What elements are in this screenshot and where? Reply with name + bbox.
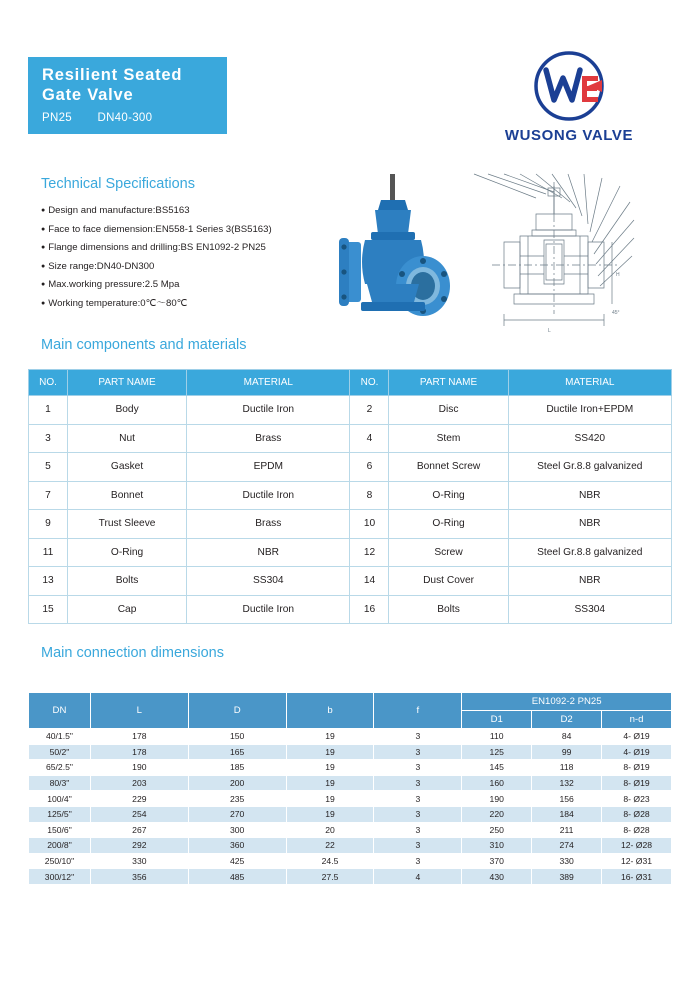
table-row	[29, 838, 672, 854]
cell: Ductile Iron	[187, 595, 350, 624]
cell: O-Ring	[68, 538, 187, 567]
cell: 50/2"	[29, 744, 91, 760]
cell: 19	[286, 775, 374, 791]
svg-text:H: H	[616, 272, 620, 278]
cell: 184	[532, 806, 602, 822]
cell: SS304	[187, 567, 350, 596]
cell: 200/8"	[29, 838, 91, 854]
table-row	[29, 822, 672, 838]
cell: 211	[532, 822, 602, 838]
product-title-line1: Resilient Seated	[42, 66, 183, 84]
cell: 110	[462, 729, 532, 745]
cell: 250/10"	[29, 853, 91, 869]
col-d: D	[188, 693, 286, 729]
wusong-logo-icon	[494, 50, 644, 122]
cell: 267	[90, 822, 188, 838]
cell: 3	[374, 822, 462, 838]
specification-list	[41, 202, 341, 314]
cell: 2	[350, 396, 389, 425]
cell: 330	[90, 853, 188, 869]
cell: 125	[462, 744, 532, 760]
table-row	[29, 775, 672, 791]
cell: 150	[188, 729, 286, 745]
cell: 19	[286, 729, 374, 745]
cell: 24.5	[286, 853, 374, 869]
cell: 125/5"	[29, 806, 91, 822]
dimensions-table	[28, 692, 672, 885]
col-l: L	[90, 693, 188, 729]
cell: 165	[188, 744, 286, 760]
cell: 250	[462, 822, 532, 838]
cell: 19	[286, 744, 374, 760]
cell: SS420	[508, 424, 671, 453]
cell: Bonnet	[68, 481, 187, 510]
cell: 3	[374, 838, 462, 854]
cell: 300/12"	[29, 869, 91, 885]
cell: SS304	[508, 595, 671, 624]
cell: 1	[29, 396, 68, 425]
cell: O-Ring	[389, 510, 508, 539]
cell: 22	[286, 838, 374, 854]
col-no-1: NO.	[29, 370, 68, 396]
cell: NBR	[187, 538, 350, 567]
col-d2: D2	[532, 711, 602, 729]
cell: Trust Sleeve	[68, 510, 187, 539]
cell: 4	[374, 869, 462, 885]
pressure-rating: PN25	[42, 112, 72, 124]
cell: 190	[462, 791, 532, 807]
cell: 100/4"	[29, 791, 91, 807]
cell: Ductile Iron	[187, 396, 350, 425]
cell: 150/6"	[29, 822, 91, 838]
cell: 8	[350, 481, 389, 510]
cell: 203	[90, 775, 188, 791]
cell: 360	[188, 838, 286, 854]
col-dn: DN	[29, 693, 91, 729]
cell: 430	[462, 869, 532, 885]
cell: 4- Ø19	[602, 744, 672, 760]
cell: 300	[188, 822, 286, 838]
cell: 3	[374, 853, 462, 869]
cell: 389	[532, 869, 602, 885]
cell: 11	[29, 538, 68, 567]
cell: Ductile Iron	[187, 481, 350, 510]
cell: 270	[188, 806, 286, 822]
cell: 3	[374, 775, 462, 791]
cell: 14	[350, 567, 389, 596]
cell: 15	[29, 595, 68, 624]
table-row	[29, 806, 672, 822]
cell: 40/1.5"	[29, 729, 91, 745]
list-item: ● Design and manufacture:BS5163	[41, 202, 341, 221]
cell: 190	[90, 760, 188, 776]
cell: Bolts	[68, 567, 187, 596]
cell: 178	[90, 729, 188, 745]
cell: 235	[188, 791, 286, 807]
cell: Steel Gr.8.8 galvanized	[508, 538, 671, 567]
components-table	[28, 369, 672, 624]
cell: 8- Ø19	[602, 760, 672, 776]
heading-main-connection-dimensions: Main connection dimensions	[41, 645, 224, 661]
table-row	[29, 595, 672, 624]
cell: 178	[90, 744, 188, 760]
cell: 8- Ø28	[602, 822, 672, 838]
cell: 310	[462, 838, 532, 854]
company-name: WUSONG VALVE	[504, 127, 634, 144]
col-nd: n-d	[602, 711, 672, 729]
col-part-1: PART NAME	[68, 370, 187, 396]
list-item: ● Face to face diemension:EN558-1 Series 3(BS5163)	[41, 221, 341, 240]
list-item: ● Size range:DN40-DN300	[41, 258, 341, 277]
cell: 16- Ø31	[602, 869, 672, 885]
cell: Stem	[389, 424, 508, 453]
col-material-2: MATERIAL	[508, 370, 671, 396]
cell: Disc	[389, 396, 508, 425]
cell: 99	[532, 744, 602, 760]
cell: 3	[29, 424, 68, 453]
list-item: ● Max.working pressure:2.5 Mpa	[41, 276, 341, 295]
cell: 3	[374, 744, 462, 760]
product-subtitle	[42, 112, 227, 124]
cell: 7	[29, 481, 68, 510]
cell: Screw	[389, 538, 508, 567]
cell: 356	[90, 869, 188, 885]
cell: Bolts	[389, 595, 508, 624]
cell: 3	[374, 806, 462, 822]
table-row	[29, 396, 672, 425]
cell: 19	[286, 791, 374, 807]
cell: 9	[29, 510, 68, 539]
cell: EPDM	[187, 453, 350, 482]
cell: 19	[286, 760, 374, 776]
cell: 425	[188, 853, 286, 869]
cell: 12- Ø31	[602, 853, 672, 869]
cell: 370	[462, 853, 532, 869]
cell: Nut	[68, 424, 187, 453]
table-row	[29, 744, 672, 760]
cell: Bonnet Screw	[389, 453, 508, 482]
cell: Ductile Iron+EPDM	[508, 396, 671, 425]
svg-text:45°: 45°	[612, 310, 620, 316]
table-row	[29, 510, 672, 539]
cell: 8- Ø23	[602, 791, 672, 807]
cell: Gasket	[68, 453, 187, 482]
cell: O-Ring	[389, 481, 508, 510]
cell: 13	[29, 567, 68, 596]
table-row	[29, 729, 672, 745]
valve-product-photo	[331, 168, 456, 348]
cell: 160	[462, 775, 532, 791]
cell: 156	[532, 791, 602, 807]
cell: 3	[374, 729, 462, 745]
cell: 5	[29, 453, 68, 482]
cell: 118	[532, 760, 602, 776]
table-header-row	[29, 370, 672, 396]
col-no-2: NO.	[350, 370, 389, 396]
cell: 185	[188, 760, 286, 776]
cell: NBR	[508, 510, 671, 539]
cell: 65/2.5"	[29, 760, 91, 776]
cell: 145	[462, 760, 532, 776]
table-row	[29, 453, 672, 482]
cell: 4	[350, 424, 389, 453]
cell: Body	[68, 396, 187, 425]
table-row	[29, 760, 672, 776]
cell: 330	[532, 853, 602, 869]
title-block	[28, 57, 227, 134]
cell: 292	[90, 838, 188, 854]
cell: 220	[462, 806, 532, 822]
list-item: ● Flange dimensions and drilling:BS EN1092-2 PN25	[41, 239, 341, 258]
cell: 80/3"	[29, 775, 91, 791]
table-header-row-top	[29, 693, 672, 711]
table-row	[29, 869, 672, 885]
cell: 84	[532, 729, 602, 745]
cell: 10	[350, 510, 389, 539]
cell: Steel Gr.8.8 galvanized	[508, 453, 671, 482]
cell: 8- Ø19	[602, 775, 672, 791]
cell: 485	[188, 869, 286, 885]
cell: Dust Cover	[389, 567, 508, 596]
col-d1: D1	[462, 711, 532, 729]
cell: 27.5	[286, 869, 374, 885]
cell: 8- Ø28	[602, 806, 672, 822]
table-row	[29, 481, 672, 510]
heading-technical-specifications: Technical Specifications	[41, 176, 195, 192]
col-f: f	[374, 693, 462, 729]
table-row	[29, 424, 672, 453]
size-range: DN40-300	[97, 112, 153, 124]
valve-technical-drawing	[462, 168, 648, 350]
col-b: b	[286, 693, 374, 729]
table-row	[29, 791, 672, 807]
table-row	[29, 567, 672, 596]
col-group-en1092: EN1092-2 PN25	[462, 693, 672, 711]
cell: 254	[90, 806, 188, 822]
cell: Brass	[187, 510, 350, 539]
cell: NBR	[508, 567, 671, 596]
cell: 6	[350, 453, 389, 482]
list-item: ● Working temperature:0℃～80℃	[41, 295, 341, 314]
cell: 200	[188, 775, 286, 791]
col-part-2: PART NAME	[389, 370, 508, 396]
cell: Brass	[187, 424, 350, 453]
company-logo	[494, 50, 644, 144]
cell: 274	[532, 838, 602, 854]
cell: 19	[286, 806, 374, 822]
col-material-1: MATERIAL	[187, 370, 350, 396]
cell: 3	[374, 760, 462, 776]
svg-text:L: L	[548, 328, 551, 334]
cell: 12- Ø28	[602, 838, 672, 854]
cell: Cap	[68, 595, 187, 624]
cell: NBR	[508, 481, 671, 510]
cell: 229	[90, 791, 188, 807]
cell: 16	[350, 595, 389, 624]
cell: 12	[350, 538, 389, 567]
product-title-line2: Gate Valve	[42, 86, 134, 104]
cell: 20	[286, 822, 374, 838]
cell: 132	[532, 775, 602, 791]
cell: 3	[374, 791, 462, 807]
heading-main-components: Main components and materials	[41, 337, 247, 353]
cell: 4- Ø19	[602, 729, 672, 745]
table-row	[29, 538, 672, 567]
table-row	[29, 853, 672, 869]
